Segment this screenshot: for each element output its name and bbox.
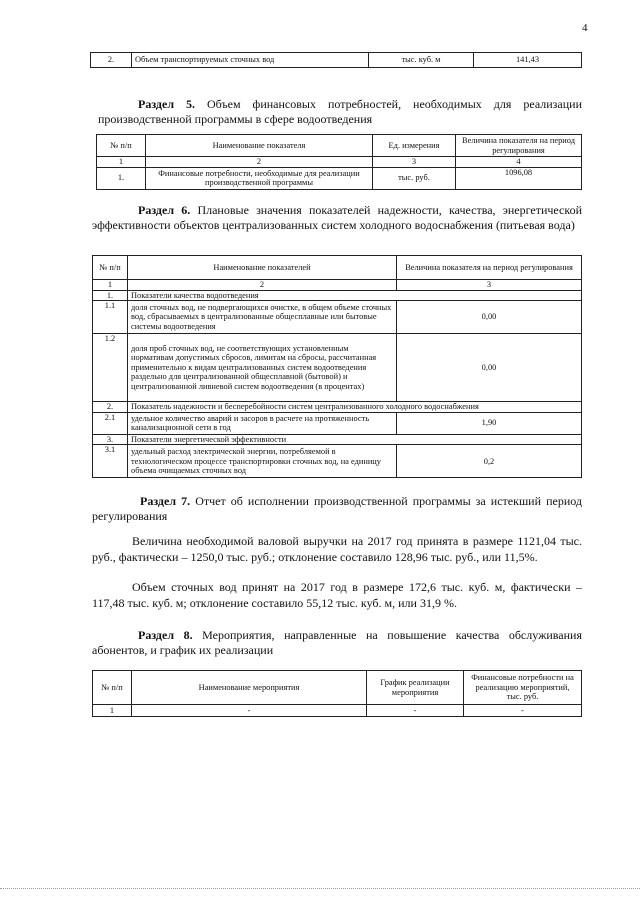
cell-finance: - (464, 705, 582, 717)
index-cell: 4 (456, 157, 582, 168)
cell-num: 1 (93, 705, 132, 717)
table-row (93, 290, 582, 301)
section8-table (92, 670, 582, 717)
section7-title: Отчет об исполнении производственной программы за истекший период регулирования (92, 494, 583, 523)
cell-value: 141,43 (474, 53, 582, 68)
cell-value: 0,2 (397, 445, 582, 478)
cell-num: 2.1 (93, 412, 128, 434)
header-finance: Финансовые потребности на реализацию мероприятий, тыс. руб. (464, 671, 582, 705)
cell-value: 0,00 (397, 334, 582, 402)
scan-edge-line (0, 888, 640, 889)
header-num: № п/п (97, 135, 146, 157)
cell-num: 2. (91, 53, 132, 68)
cell-name: доля проб сточных вод, не соответствующих установленным нормативам допустимых сбросов, лимитам на сбросы, рассчитанная применительно к видам централизованных систем водоотведения раздельно для централизованной общесплавной (бытовой) и централизованной ливневой систем водоотведения (в процентах) (128, 334, 397, 402)
section8-heading (92, 628, 582, 658)
cell-num: 3.1 (93, 445, 128, 478)
cell-name: удельный расход электрической энергии, потребляемой в технологическом процессе транспортировки сточных вод, на единицу объема очищаемых сточных вод (128, 445, 397, 478)
cell-num: 1.2 (93, 334, 128, 402)
cell-name: - (132, 705, 367, 717)
section5-title: Объем финансовых потребностей, необходимых для реализации производственной программы в сфере водоотведения (98, 97, 582, 126)
top-continuation-table (90, 52, 582, 68)
cell-value: 0,00 (397, 301, 582, 334)
table-row (93, 705, 582, 717)
section6-heading (92, 203, 582, 233)
index-cell: 2 (128, 280, 397, 291)
cell-unit: тыс. куб. м (369, 53, 474, 68)
section6-title: Плановые значения показателей надежности, качества, энергетической эффективности объектов централизованных систем холодного водоснабжения (питьевая вода) (92, 203, 582, 232)
header-schedule: График реализации мероприятия (367, 671, 464, 705)
header-value: Величина показателя на период регулирования (397, 256, 582, 280)
cell-unit: тыс. руб. (373, 167, 456, 189)
section7-label: Раздел 7. (140, 494, 191, 508)
cell-name: Показатель надежности и бесперебойности систем централизованного холодного водоснабжения (128, 402, 582, 413)
section7-heading (92, 494, 582, 524)
cell-name: удельное количество аварий и засоров в расчете на протяженность канализационной сети в год (128, 412, 397, 434)
cell-value: 1096,08 (456, 167, 582, 189)
section6-table (92, 255, 582, 478)
header-name: Наименование показателя (146, 135, 373, 157)
table-row (93, 334, 582, 402)
cell-name: Показатели энергетической эффективности (128, 434, 582, 445)
cell-num: 1. (97, 167, 146, 189)
header-value: Величина показателя на период регулирования (456, 135, 582, 157)
table-row (93, 402, 582, 413)
cell-name: доля сточных вод, не подвергающихся очистке, в общем объеме сточных вод, сбрасываемых в централизованные общесплавные или бытовые системы водоотведения (128, 301, 397, 334)
table-row (93, 301, 582, 334)
cell-num: 2. (93, 402, 128, 413)
header-name: Наименование мероприятия (132, 671, 367, 705)
section8-title: Мероприятия, направленные на повышение качества обслуживания абонентов, и график их реализации (92, 628, 582, 657)
cell-num: 3. (93, 434, 128, 445)
index-cell: 2 (146, 157, 373, 168)
cell-name: Показатели качества водоотведения (128, 290, 582, 301)
table-row (93, 445, 582, 478)
index-cell: 3 (397, 280, 582, 291)
table-row (93, 412, 582, 434)
index-cell: 1 (97, 157, 146, 168)
cell-num: 1. (93, 290, 128, 301)
page-number: 4 (582, 22, 588, 34)
section7-paragraph-revenue: Величина необходимой валовой выручки на 2017 год принята в размере 1121,04 тыс. руб., фактически – 1250,0 тыс. руб.; отклонение составило 128,96 тыс. руб., или 11,5%. (92, 534, 582, 564)
index-cell: 3 (373, 157, 456, 168)
cell-num: 1.1 (93, 301, 128, 334)
cell-name: Финансовые потребности, необходимые для реализации производственной программы (146, 167, 373, 189)
header-num: № п/п (93, 256, 128, 280)
cell-name: Объем транспортируемых сточных вод (132, 53, 369, 68)
index-cell: 1 (93, 280, 128, 291)
section6-label: Раздел 6. (138, 203, 191, 217)
section8-label: Раздел 8. (138, 628, 193, 642)
header-num: № п/п (93, 671, 132, 705)
table-row (93, 434, 582, 445)
section5-label: Раздел 5. (138, 97, 196, 111)
section5-table (96, 134, 582, 190)
section7-paragraph-volume: Объем сточных вод принят на 2017 год в размере 172,6 тыс. куб. м, фактически – 117,48 тыс. куб. м; отклонение составило 55,12 тыс. куб. м, или 31,9 %. (92, 580, 582, 610)
cell-schedule: - (367, 705, 464, 717)
section5-heading (98, 97, 582, 127)
cell-value: 1,90 (397, 412, 582, 434)
header-name: Наименование показателей (128, 256, 397, 280)
header-unit: Ед. измерения (373, 135, 456, 157)
